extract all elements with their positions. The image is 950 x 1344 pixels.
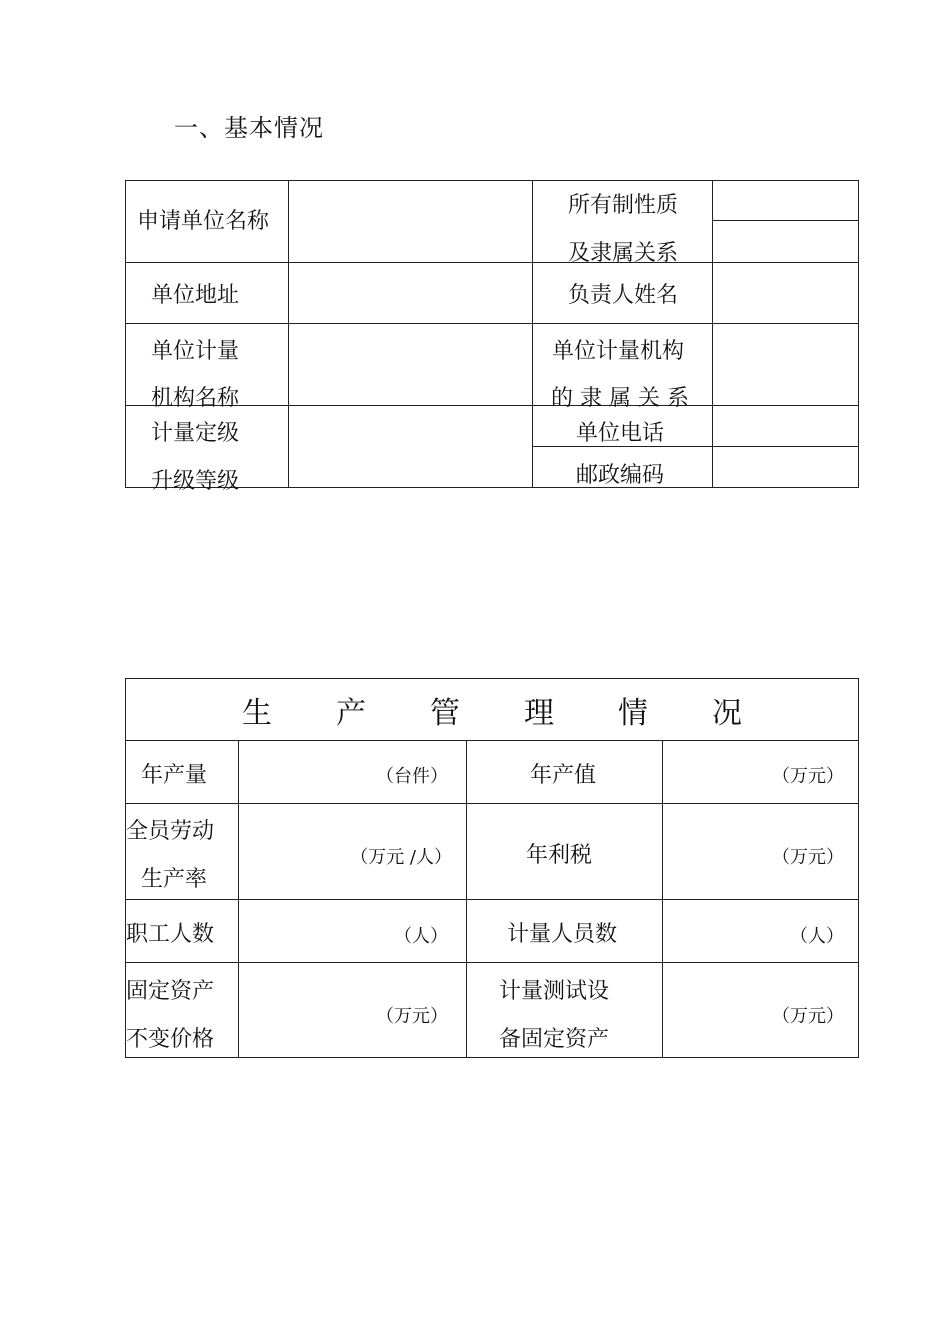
phone-label: 单位电话 xyxy=(575,421,664,446)
equipment-assets-label-line2: 备固定资产 xyxy=(499,1027,610,1052)
metrology-org-label-line1: 单位计量 xyxy=(151,339,240,364)
ownership-label-line2: 及隶属关系 xyxy=(567,241,678,266)
productivity-label-line1: 全员劳动 xyxy=(126,819,215,844)
fixed-assets-unit: （万元） xyxy=(376,1006,448,1027)
fixed-assets-label-line2: 不变价格 xyxy=(126,1027,215,1052)
production-table-title xyxy=(126,680,858,740)
productivity-unit: （万元 /人） xyxy=(350,847,452,868)
annual-value-label: 年产值 xyxy=(530,763,597,788)
profit-tax-label: 年利税 xyxy=(526,843,593,868)
title-char: 况 xyxy=(712,696,742,731)
staff-unit: （人） xyxy=(394,926,448,947)
metrology-staff-unit: （人） xyxy=(790,926,844,947)
metrology-org-label-line2: 机构名称 xyxy=(151,386,240,411)
metrology-staff-label: 计量人员数 xyxy=(507,922,618,947)
grading-label-line2: 升级等级 xyxy=(151,469,240,494)
annual-value-unit: （万元） xyxy=(772,766,844,787)
ownership-label-line1: 所有制性质 xyxy=(567,193,678,218)
metrology-relation-label-line1: 单位计量机构 xyxy=(551,339,684,364)
title-char: 情 xyxy=(618,696,648,731)
section-heading: 一、基本情况 xyxy=(174,114,324,142)
title-char: 产 xyxy=(336,696,366,731)
profit-tax-unit: （万元） xyxy=(772,847,844,868)
grading-label-line1: 计量定级 xyxy=(151,421,240,446)
annual-output-unit: （台件） xyxy=(376,766,448,787)
applicant-name-label: 申请单位名称 xyxy=(137,209,270,234)
title-char: 理 xyxy=(524,696,554,731)
postcode-label: 邮政编码 xyxy=(575,463,664,488)
equipment-assets-unit: （万元） xyxy=(772,1006,844,1027)
address-label: 单位地址 xyxy=(151,283,240,308)
director-label: 负责人姓名 xyxy=(567,283,678,308)
annual-output-label: 年产量 xyxy=(141,763,208,788)
equipment-assets-label-line1: 计量测试设 xyxy=(499,979,610,1004)
staff-label: 职工人数 xyxy=(126,922,215,947)
title-char: 生 xyxy=(242,696,272,731)
productivity-label-line2: 生产率 xyxy=(141,867,208,892)
title-char: 管 xyxy=(430,696,460,731)
fixed-assets-label-line1: 固定资产 xyxy=(126,979,215,1004)
metrology-relation-label-line2: 的 隶 属 关 系 xyxy=(551,386,689,411)
